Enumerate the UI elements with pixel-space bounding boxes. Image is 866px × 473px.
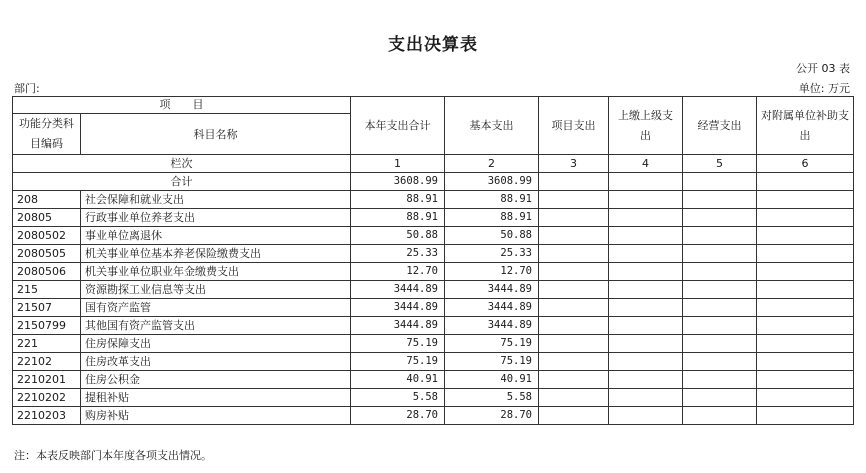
seq-2: 2 (445, 155, 539, 173)
total-cell: 3444.89 (351, 317, 445, 335)
table-row (13, 299, 854, 317)
name-cell: 住房改革支出 (81, 353, 351, 371)
seq-4: 4 (609, 155, 683, 173)
name-cell: 住房保障支出 (81, 335, 351, 353)
total-cell: 88.91 (351, 209, 445, 227)
business-cell (683, 389, 757, 407)
project-cell (539, 263, 609, 281)
basic-cell: 3444.89 (445, 317, 539, 335)
upper-cell (609, 263, 683, 281)
header-business: 经营支出 (683, 97, 757, 155)
business-cell (683, 317, 757, 335)
code-cell: 2080502 (13, 227, 81, 245)
name-cell: 住房公积金 (81, 371, 351, 389)
total-cell: 3444.89 (351, 281, 445, 299)
name-cell: 行政事业单位养老支出 (81, 209, 351, 227)
code-cell: 2150799 (13, 317, 81, 335)
code-cell: 2210202 (13, 389, 81, 407)
code-cell: 22102 (13, 353, 81, 371)
upper-cell (609, 299, 683, 317)
table-row (13, 353, 854, 371)
upper-cell (609, 245, 683, 263)
table-body (13, 97, 854, 425)
table-row (13, 245, 854, 263)
total-project (539, 173, 609, 191)
table-row (13, 335, 854, 353)
total-cell: 3444.89 (351, 299, 445, 317)
project-cell (539, 389, 609, 407)
total-basic: 3608.99 (445, 173, 539, 191)
department-label: 部门: (14, 82, 40, 95)
total-upper (609, 173, 683, 191)
business-cell (683, 227, 757, 245)
upper-cell (609, 335, 683, 353)
name-cell: 其他国有资产监管支出 (81, 317, 351, 335)
table-row (13, 317, 854, 335)
total-row (13, 173, 854, 191)
code-cell: 2080506 (13, 263, 81, 281)
project-cell (539, 299, 609, 317)
total-subsidy (757, 173, 854, 191)
upper-cell (609, 353, 683, 371)
project-cell (539, 407, 609, 425)
business-cell (683, 281, 757, 299)
seq-3: 3 (539, 155, 609, 173)
subsidy-cell (757, 191, 854, 209)
project-cell (539, 353, 609, 371)
business-cell (683, 191, 757, 209)
code-cell: 2080505 (13, 245, 81, 263)
header-subsidy: 对附属单位补助支出 (757, 97, 854, 155)
project-cell (539, 281, 609, 299)
subsidy-cell (757, 209, 854, 227)
subsidy-cell (757, 227, 854, 245)
total-cell: 28.70 (351, 407, 445, 425)
subsidy-cell (757, 371, 854, 389)
subsidy-cell (757, 245, 854, 263)
header-item: 项 目 (13, 97, 351, 114)
total-cell: 75.19 (351, 335, 445, 353)
subsidy-cell (757, 335, 854, 353)
business-cell (683, 209, 757, 227)
table-row (13, 389, 854, 407)
basic-cell: 3444.89 (445, 299, 539, 317)
subsidy-cell (757, 299, 854, 317)
business-cell (683, 263, 757, 281)
upper-cell (609, 317, 683, 335)
subsidy-cell (757, 263, 854, 281)
code-cell: 2210203 (13, 407, 81, 425)
basic-cell: 3444.89 (445, 281, 539, 299)
business-cell (683, 245, 757, 263)
project-cell (539, 227, 609, 245)
basic-cell: 75.19 (445, 335, 539, 353)
project-cell (539, 245, 609, 263)
total-cell: 12.70 (351, 263, 445, 281)
total-cell: 25.33 (351, 245, 445, 263)
table-row (13, 407, 854, 425)
header-total: 本年支出合计 (351, 97, 445, 155)
business-cell (683, 299, 757, 317)
name-cell: 资源勘探工业信息等支出 (81, 281, 351, 299)
subsidy-cell (757, 389, 854, 407)
total-cell: 88.91 (351, 191, 445, 209)
form-number: 公开 03 表 (796, 62, 850, 75)
upper-cell (609, 209, 683, 227)
total-label: 合计 (13, 173, 351, 191)
header-subject-name: 科目名称 (81, 114, 351, 155)
total-cell: 50.88 (351, 227, 445, 245)
total-amount: 3608.99 (351, 173, 445, 191)
seq-1: 1 (351, 155, 445, 173)
business-cell (683, 371, 757, 389)
name-cell: 机关事业单位职业年金缴费支出 (81, 263, 351, 281)
basic-cell: 5.58 (445, 389, 539, 407)
upper-cell (609, 407, 683, 425)
basic-cell: 12.70 (445, 263, 539, 281)
name-cell: 国有资产监管 (81, 299, 351, 317)
subsidy-cell (757, 281, 854, 299)
business-cell (683, 335, 757, 353)
name-cell: 提租补贴 (81, 389, 351, 407)
basic-cell: 25.33 (445, 245, 539, 263)
seq-5: 5 (683, 155, 757, 173)
seq-label: 栏次 (13, 155, 351, 173)
footnote: 注：本表反映部门本年度各项支出情况。 (14, 449, 212, 462)
code-cell: 215 (13, 281, 81, 299)
business-cell (683, 407, 757, 425)
expenditure-table (12, 96, 854, 425)
basic-cell: 50.88 (445, 227, 539, 245)
upper-cell (609, 281, 683, 299)
project-cell (539, 317, 609, 335)
project-cell (539, 209, 609, 227)
total-cell: 5.58 (351, 389, 445, 407)
upper-cell (609, 227, 683, 245)
project-cell (539, 371, 609, 389)
subsidy-cell (757, 407, 854, 425)
code-cell: 221 (13, 335, 81, 353)
project-cell (539, 335, 609, 353)
name-cell: 购房补贴 (81, 407, 351, 425)
upper-cell (609, 191, 683, 209)
name-cell: 社会保障和就业支出 (81, 191, 351, 209)
table-row (13, 191, 854, 209)
header-func-code: 功能分类科目编码 (13, 114, 81, 155)
total-business (683, 173, 757, 191)
name-cell: 事业单位离退休 (81, 227, 351, 245)
table-row (13, 263, 854, 281)
basic-cell: 75.19 (445, 353, 539, 371)
code-cell: 2210201 (13, 371, 81, 389)
header-project: 项目支出 (539, 97, 609, 155)
table-row (13, 371, 854, 389)
code-cell: 208 (13, 191, 81, 209)
basic-cell: 28.70 (445, 407, 539, 425)
name-cell: 机关事业单位基本养老保险缴费支出 (81, 245, 351, 263)
upper-cell (609, 389, 683, 407)
basic-cell: 40.91 (445, 371, 539, 389)
table-row (13, 281, 854, 299)
seq-6: 6 (757, 155, 854, 173)
seq-row (13, 155, 854, 173)
subsidy-cell (757, 353, 854, 371)
unit-label: 单位: 万元 (798, 82, 850, 95)
subsidy-cell (757, 317, 854, 335)
table-row (13, 227, 854, 245)
code-cell: 20805 (13, 209, 81, 227)
header-basic: 基本支出 (445, 97, 539, 155)
business-cell (683, 353, 757, 371)
total-cell: 40.91 (351, 371, 445, 389)
header-upper: 上缴上级支出 (609, 97, 683, 155)
page-title: 支出决算表 (388, 35, 478, 55)
total-cell: 75.19 (351, 353, 445, 371)
table-row (13, 209, 854, 227)
header-row-1 (13, 97, 854, 114)
basic-cell: 88.91 (445, 209, 539, 227)
project-cell (539, 191, 609, 209)
upper-cell (609, 371, 683, 389)
code-cell: 21507 (13, 299, 81, 317)
basic-cell: 88.91 (445, 191, 539, 209)
